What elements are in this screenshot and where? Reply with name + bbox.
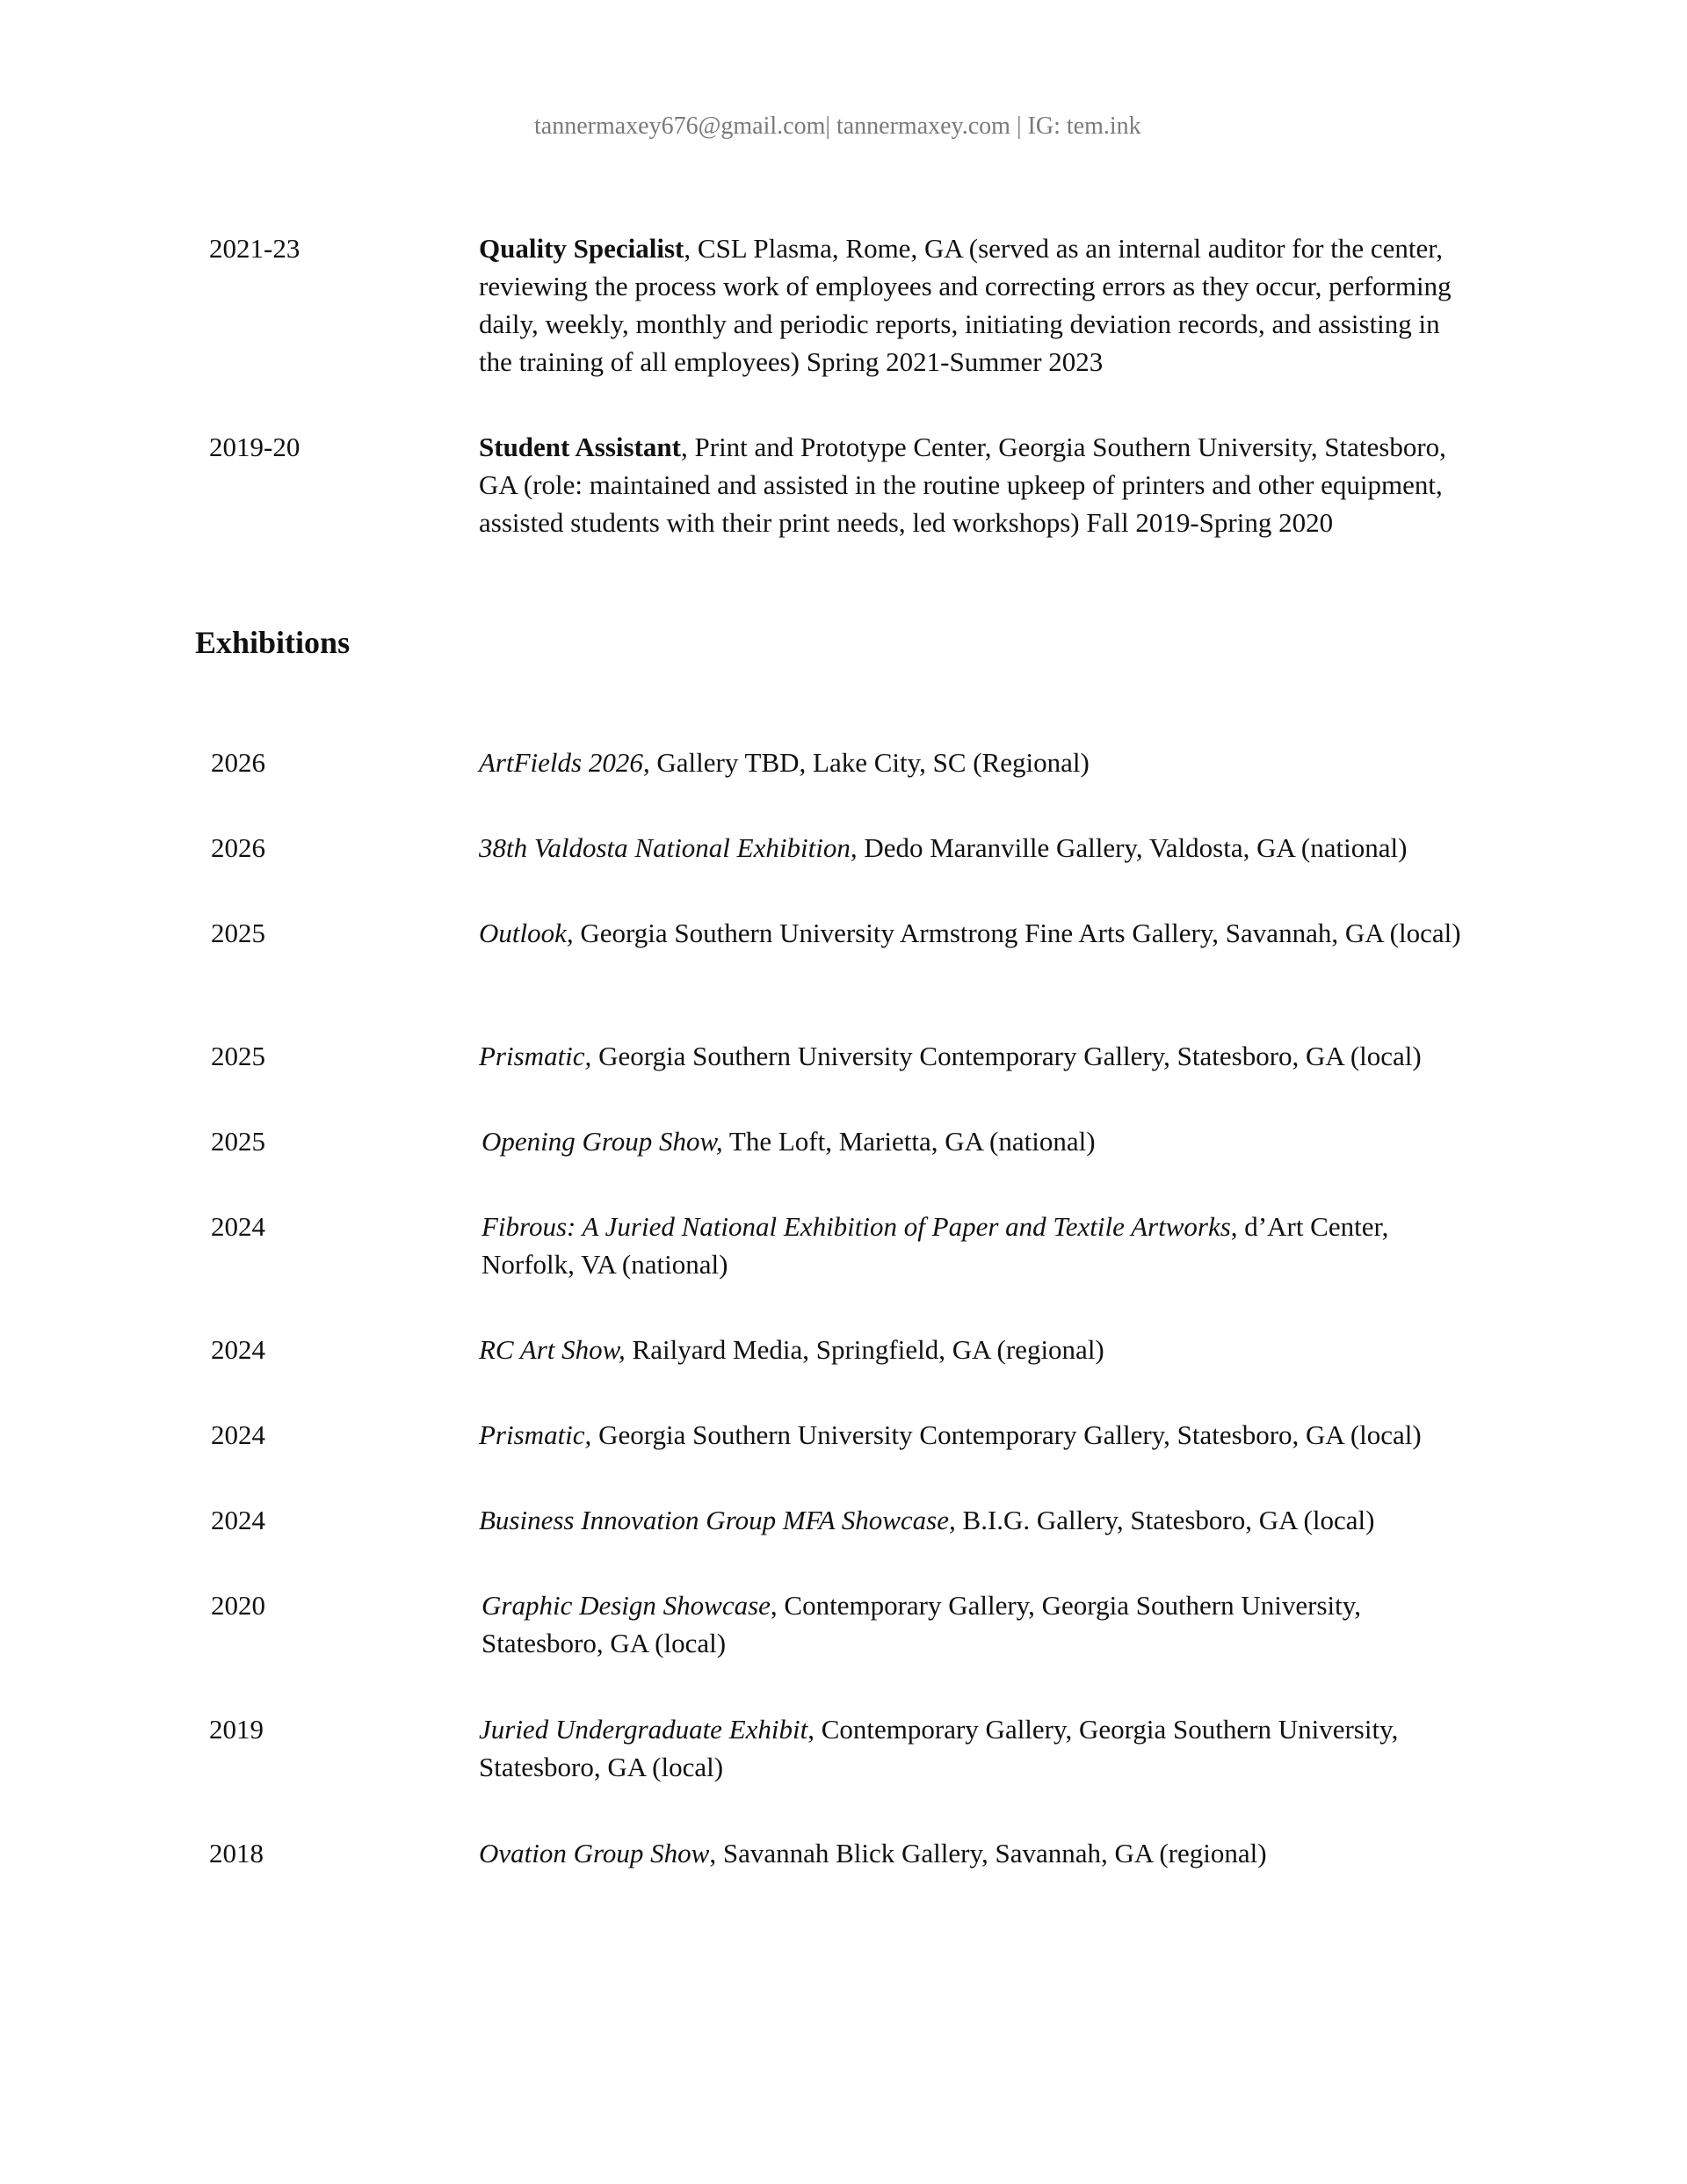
exhibition-details: Georgia Southern University Armstrong Fine Arts Gallery, Savannah, GA (local) (573, 918, 1461, 948)
employment-title: Student Assistant (479, 432, 681, 462)
exhibition-title: RC Art Show, (479, 1334, 626, 1365)
exhibition-year: 2025 (211, 918, 265, 948)
exhibition-title: Fibrous: A Juried National Exhibition of Paper and Textile Artworks (481, 1211, 1231, 1242)
employment-years: 2021-23 (209, 233, 300, 264)
exhibition-year: 2025 (211, 1126, 265, 1157)
exhibition-year: 2020 (211, 1590, 265, 1621)
exhibition-title: Graphic Design Showcase (481, 1590, 771, 1621)
exhibition-details: Railyard Media, Springfield, GA (regional) (625, 1334, 1104, 1365)
exhibition-description (481, 1122, 1474, 1160)
exhibition-year: 2024 (211, 1505, 265, 1535)
exhibition-description (479, 1331, 1472, 1368)
exhibition-description (479, 744, 1472, 781)
exhibition-title: Prismatic, (479, 1419, 592, 1450)
employment-description (479, 428, 1472, 541)
exhibition-year: 2026 (211, 747, 265, 778)
exhibition-description (479, 914, 1472, 952)
exhibition-title: Ovation Group Show (479, 1838, 710, 1868)
exhibition-description (481, 1586, 1474, 1662)
exhibition-details: Gallery TBD, Lake City, SC (Regional) (649, 747, 1090, 778)
employment-years: 2019-20 (209, 432, 300, 462)
exhibition-description (479, 829, 1472, 867)
exhibition-details: , Contemporary Gallery, Georgia Southern University, Statesboro, GA (local) (481, 1590, 1361, 1658)
exhibition-description (479, 1834, 1472, 1872)
employment-details: , CSL Plasma, Rome, GA (served as an internal auditor for the center, reviewing the process work of employees and correcting errors as they occur, performing daily, weekly, monthly and periodic reports, initiating deviation records, and assisting in the training of all employees) Spring 2021-Summer 2023 (479, 233, 1452, 377)
exhibition-title: Juried Undergraduate Exhibit (479, 1714, 808, 1745)
exhibition-details: , Contemporary Gallery, Georgia Southern University, Statesboro, GA (local) (479, 1714, 1399, 1782)
employment-description (479, 229, 1472, 381)
employment-details: , Print and Prototype Center, Georgia Southern University, Statesboro, GA (role: maintained and assisted in the routine upkeep of printers and other equipment, assisted students with their print needs, led workshops) Fall 2019-Spring 2020 (479, 432, 1446, 538)
section-title-exhibitions: Exhibitions (195, 625, 351, 660)
exhibition-description (479, 1037, 1472, 1075)
exhibition-details: The Loft, Marietta, GA (national) (722, 1126, 1096, 1157)
exhibition-year: 2024 (211, 1419, 265, 1450)
exhibition-year: 2019 (209, 1714, 264, 1745)
exhibition-year: 2025 (211, 1041, 265, 1071)
exhibition-details: , Savannah Blick Gallery, Savannah, GA (regional) (709, 1838, 1267, 1868)
exhibition-title: 38th Valdosta National Exhibition, (479, 832, 858, 863)
exhibition-year: 2018 (209, 1838, 264, 1868)
exhibition-details: Georgia Southern University Contemporary Gallery, Statesboro, GA (local) (591, 1419, 1422, 1450)
exhibition-title: Outlook, (479, 918, 574, 948)
exhibition-title: Opening Group Show, (481, 1126, 723, 1157)
exhibition-title: Business Innovation Group MFA Showcase, (479, 1505, 956, 1535)
exhibition-description (479, 1710, 1472, 1786)
exhibition-year: 2024 (211, 1211, 265, 1242)
exhibition-title: ArtFields 2026, (479, 747, 650, 778)
exhibition-description (479, 1416, 1472, 1454)
exhibition-details: B.I.G. Gallery, Statesboro, GA (local) (955, 1505, 1375, 1535)
exhibition-details: Georgia Southern University Contemporary Gallery, Statesboro, GA (local) (591, 1041, 1422, 1071)
exhibition-year: 2024 (211, 1334, 265, 1365)
exhibition-title: Prismatic, (479, 1041, 592, 1071)
employment-title: Quality Specialist (479, 233, 684, 264)
exhibition-description (479, 1501, 1472, 1539)
exhibition-year: 2026 (211, 832, 265, 863)
exhibition-details: , d’Art Center, Norfolk, VA (national) (481, 1211, 1389, 1280)
exhibition-description (481, 1208, 1474, 1283)
exhibition-details: Dedo Maranville Gallery, Valdosta, GA (national) (857, 832, 1408, 863)
contact-header: tannermaxey676@gmail.com| tannermaxey.com | IG: tem.ink (534, 112, 1141, 140)
